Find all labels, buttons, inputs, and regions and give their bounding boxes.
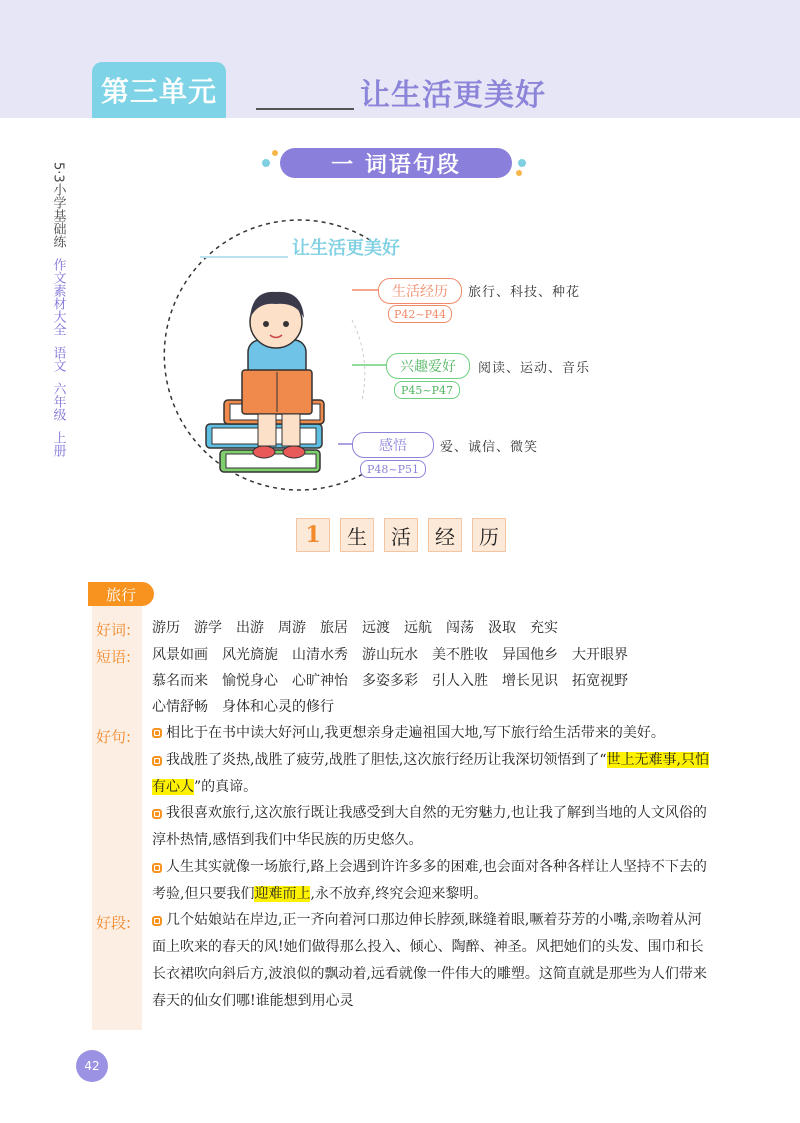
page-number: 42 xyxy=(76,1050,108,1082)
word: 闯荡 xyxy=(446,620,474,636)
unit-title: 让生活更美好 xyxy=(360,78,546,113)
phrase: 心旷神怡 xyxy=(292,673,348,689)
lesson-number: 1 xyxy=(296,518,330,552)
good-sentences-label: 好句: xyxy=(96,728,132,746)
paragraph-1: 几个姑娘站在岸边,正一齐向着河口那边伸长脖颈,眯缝着眼,噘着芬芳的小嘴,亲吻着从河面上吹来的春天的风!她们做得那么投入、倾心、陶醉、神圣。风把她们的头发、围巾和长长衣裙吹向斜后方,波浪似的飘动着,远看就像一件伟大的雕塑。这简直就是那些为人们带来春天的仙女们哪!谁能想到用心灵 xyxy=(152,912,707,1009)
branch-life-experience-pages: P42~P44 xyxy=(388,305,452,323)
good-words-label: 好词: xyxy=(96,621,132,639)
sentence-4-highlight: 迎难而上 xyxy=(254,886,311,902)
word: 远渡 xyxy=(362,620,390,636)
sentence-2-text: ”的真谛。 xyxy=(194,779,258,795)
volume-name: 上册 xyxy=(50,430,66,457)
sentence-2-highlight: 世上 xyxy=(606,752,635,768)
brand-number: 5·3 xyxy=(50,162,66,183)
word: 游历 xyxy=(152,620,180,636)
phrase: 游山玩水 xyxy=(362,647,418,663)
branch-life-experience-items: 旅行、科技、种花 xyxy=(468,285,581,300)
brand-name: 小学基础练 xyxy=(50,182,66,248)
branch-insights-pages: P48~P51 xyxy=(360,460,426,478)
phrase: 异国他乡 xyxy=(502,647,558,663)
lesson-char: 历 xyxy=(472,518,506,552)
phrases-label: 短语: xyxy=(96,648,132,666)
phrase-line xyxy=(152,694,712,720)
phrase-line xyxy=(152,642,712,668)
side-strip xyxy=(50,162,66,457)
phrase: 大开眼界 xyxy=(572,647,628,663)
decor-dot xyxy=(518,159,526,167)
word: 充实 xyxy=(530,620,558,636)
lesson-char: 生 xyxy=(340,518,374,552)
word: 旅居 xyxy=(320,620,348,636)
sentence-4-text: 人生其实就像一场旅行,路上会遇到许许多多的困难,也会面对各种各样让人坚持不下去的考验,但只要我们 xyxy=(152,859,707,902)
word: 周游 xyxy=(278,620,306,636)
lesson-char: 经 xyxy=(428,518,462,552)
phrase: 风景如画 xyxy=(152,647,208,663)
grade-name: 六年级 xyxy=(50,381,66,421)
branch-interests: 兴趣爱好 xyxy=(386,353,470,379)
phrase: 引人入胜 xyxy=(432,673,488,689)
unit-title-underline xyxy=(256,108,354,110)
branch-life-experience: 生活经历 xyxy=(378,278,462,304)
decor-dot xyxy=(262,159,270,167)
phrase: 慕名而来 xyxy=(152,673,208,689)
branch-interests-items: 阅读、运动、音乐 xyxy=(478,361,591,376)
section-heading xyxy=(262,146,532,180)
phrase: 多姿多彩 xyxy=(362,673,418,689)
branch-interests-pages: P45~P47 xyxy=(394,381,460,399)
phrase: 愉悦身心 xyxy=(222,673,278,689)
sentence-3: 我很喜欢旅行,这次旅行既让我感受到大自然的无穷魅力,也让我了解到当地的人文风俗的淳朴热情,感悟到我们中华民族的历史悠久。 xyxy=(152,805,707,848)
sentence-2 xyxy=(152,747,714,801)
phrase: 心情舒畅 xyxy=(152,699,208,715)
phrase: 美不胜收 xyxy=(432,647,488,663)
category-tag: 旅行 xyxy=(88,582,154,606)
branch-insights-items: 爱、诚信、微笑 xyxy=(440,440,539,455)
phrase-line xyxy=(152,668,712,694)
phrase: 身体和心灵的修行 xyxy=(222,699,334,715)
phrase: 风光旖旎 xyxy=(222,647,278,663)
word: 出游 xyxy=(236,620,264,636)
word: 汲取 xyxy=(488,620,516,636)
mindmap-title-underline xyxy=(200,256,288,258)
phrase: 增长见识 xyxy=(502,673,558,689)
phrase: 拓宽视野 xyxy=(572,673,628,689)
sentence-2-highlight: 无难事,只怕有心人 xyxy=(152,752,709,795)
good-words xyxy=(152,615,712,641)
unit-badge: 第三单元 xyxy=(92,62,226,118)
sentence-4 xyxy=(152,854,714,908)
phrase: 山清水秀 xyxy=(292,647,348,663)
series-name: 作文素材大全 xyxy=(50,257,66,336)
good-paragraphs-label: 好段: xyxy=(96,914,132,932)
lesson-char: 活 xyxy=(384,518,418,552)
lesson-heading xyxy=(296,518,506,552)
decor-dot xyxy=(516,170,522,176)
sentence-1: 相比于在书中读大好河山,我更想亲身走遍祖国大地,写下旅行给生活带来的美好。 xyxy=(166,725,665,741)
section-title: 一 词语句段 xyxy=(280,148,512,178)
sentence-4-text: ,永不放弃,终究会迎来黎明。 xyxy=(310,886,488,902)
word: 远航 xyxy=(404,620,432,636)
phrases xyxy=(152,642,712,720)
decor-dot xyxy=(272,150,278,156)
mindmap-title: 让生活更美好 xyxy=(292,238,400,259)
subject-name: 语文 xyxy=(50,345,66,372)
sentence-2-text: 我战胜了炎热,战胜了疲劳,战胜了胆怯,这次旅行经历让我深切领悟到了“ xyxy=(166,752,607,768)
branch-insights: 感悟 xyxy=(352,432,434,458)
word: 游学 xyxy=(194,620,222,636)
